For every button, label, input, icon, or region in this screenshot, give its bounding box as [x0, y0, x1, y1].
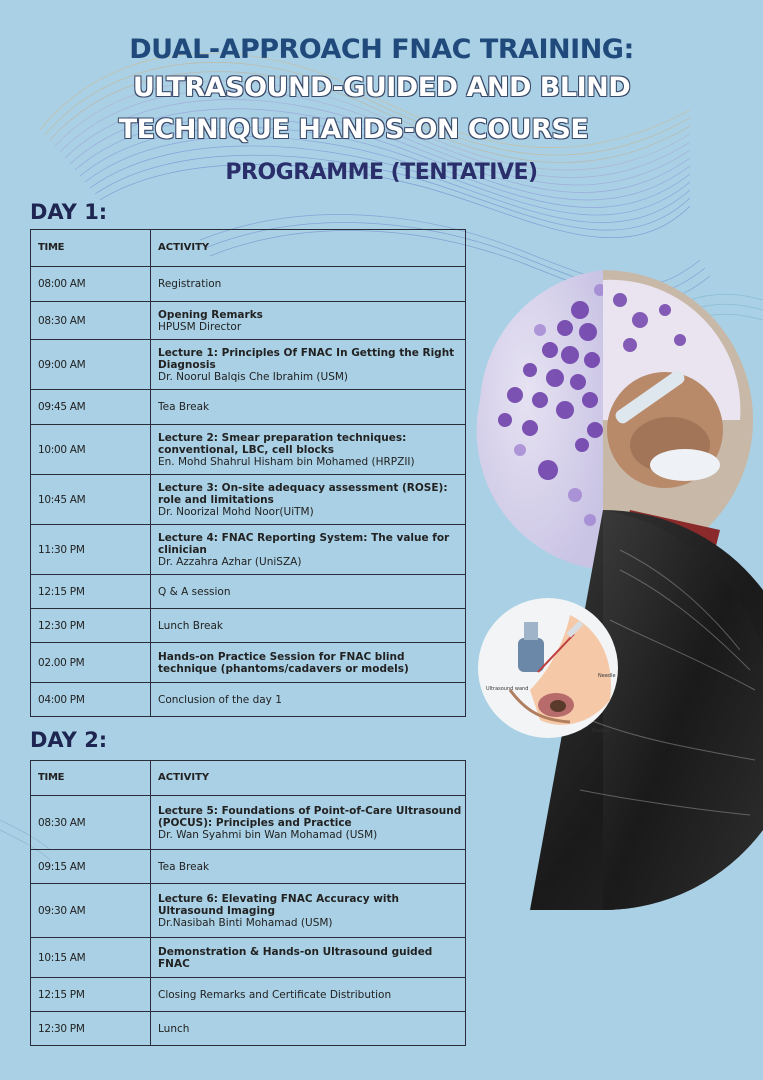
activity-text: Conclusion of the day 1	[158, 693, 282, 706]
day1-heading: DAY 1:	[30, 200, 108, 224]
activity-title: Lecture 5: Foundations of Point-of-Care Ultrasound (POCUS): Principles and Practice	[158, 804, 462, 829]
activity-title: Lecture 6: Elevating FNAC Accuracy with Ultrasound Imaging	[158, 892, 400, 917]
col-time-header: TIME	[31, 761, 151, 796]
activity-text: Tea Break	[158, 860, 210, 873]
title-line-1: DUAL-APPROACH FNAC TRAINING:	[129, 34, 634, 65]
row-activity	[151, 643, 466, 683]
table-header-row	[31, 230, 466, 267]
activity-title: Lecture 4: FNAC Reporting System: The value for clinician	[158, 531, 450, 556]
row-time: 11:30 PM	[31, 525, 151, 575]
row-time: 12:30 PM	[31, 1012, 151, 1046]
row-activity	[151, 884, 466, 938]
row-time: 09:00 AM	[31, 340, 151, 390]
row-time: 10:45 AM	[31, 475, 151, 525]
row-activity	[151, 340, 466, 390]
row-activity	[151, 267, 466, 302]
col-time-header: TIME	[31, 230, 151, 267]
row-activity	[151, 1012, 466, 1046]
row-time: 08:30 AM	[31, 302, 151, 340]
row-activity	[151, 575, 466, 609]
label-ultrasound-wand: Ultrasound wand	[486, 686, 529, 692]
label-needle: Needle	[598, 673, 616, 679]
row-time: 09:45 AM	[31, 390, 151, 425]
day2-heading: DAY 2:	[30, 728, 108, 752]
table-row	[31, 683, 466, 717]
activity-title: Opening Remarks	[158, 308, 263, 321]
activity-title: Lecture 3: On-site adequacy assessment (ROSE): role and limitations	[158, 481, 448, 506]
activity-text: HPUSM Director	[158, 320, 242, 333]
activity-text: Lunch	[158, 1022, 190, 1035]
row-time: 12:15 PM	[31, 575, 151, 609]
activity-text: Tea Break	[158, 401, 210, 413]
day1-schedule-table	[30, 229, 466, 717]
title-line-3: TECHNIQUE HANDS-ON COURSE	[118, 114, 589, 145]
row-activity	[151, 302, 466, 340]
title-line-2: ULTRASOUND-GUIDED AND BLIND	[132, 72, 631, 103]
row-activity	[151, 683, 466, 717]
table-row	[31, 267, 466, 302]
table-row	[31, 850, 466, 884]
row-activity	[151, 609, 466, 643]
table-row	[31, 525, 466, 575]
table-row	[31, 302, 466, 340]
table-row	[31, 978, 466, 1012]
activity-text: Dr. Noorizal Mohd Noor(UiTM)	[158, 505, 314, 518]
day2-schedule-table	[30, 760, 466, 1046]
row-time: 09:30 AM	[31, 884, 151, 938]
row-activity	[151, 390, 466, 425]
table-row	[31, 938, 466, 978]
table-row	[31, 1012, 466, 1046]
medical-image-collage	[470, 270, 763, 910]
table-row	[31, 643, 466, 683]
activity-text: En. Mohd Shahrul Hisham bin Mohamed (HRPZII)	[158, 455, 415, 468]
activity-title: Hands-on Practice Session for FNAC blind technique (phantoms/cadavers or models)	[158, 650, 409, 675]
row-activity	[151, 978, 466, 1012]
ultrasound-guided-fnac-illustration	[478, 598, 618, 738]
table-row	[31, 884, 466, 938]
row-activity	[151, 475, 466, 525]
row-activity	[151, 425, 466, 475]
activity-title: Lecture 1: Principles Of FNAC In Getting the Right Diagnosis	[158, 346, 455, 371]
row-time: 02.00 PM	[31, 643, 151, 683]
row-activity	[151, 796, 466, 850]
table-row	[31, 425, 466, 475]
row-time: 12:30 PM	[31, 609, 151, 643]
table-row	[31, 340, 466, 390]
table-row	[31, 609, 466, 643]
row-time: 10:00 AM	[31, 425, 151, 475]
row-time: 08:30 AM	[31, 796, 151, 850]
table-row	[31, 575, 466, 609]
table-row	[31, 796, 466, 850]
activity-text: Dr. Noorul Balqis Che Ibrahim (USM)	[158, 370, 349, 383]
row-activity	[151, 850, 466, 884]
activity-text: Q & A session	[158, 585, 231, 598]
table-row	[31, 475, 466, 525]
table-row	[31, 390, 466, 425]
label-nodule: Nodule	[592, 728, 610, 734]
row-time: 09:15 AM	[31, 850, 151, 884]
activity-text: Dr. Wan Syahmi bin Wan Mohamad (USM)	[158, 828, 378, 841]
row-activity	[151, 938, 466, 978]
cytology-smear-image	[477, 270, 606, 570]
activity-text: Registration	[158, 278, 222, 290]
row-time: 10:15 AM	[31, 938, 151, 978]
activity-text: Closing Remarks and Certificate Distribution	[158, 988, 392, 1001]
row-time: 12:15 PM	[31, 978, 151, 1012]
activity-text: Dr.Nasibah Binti Mohamad (USM)	[158, 916, 333, 929]
activity-title: Demonstration & Hands-on Ultrasound guided FNAC	[158, 945, 433, 970]
row-time: 08:00 AM	[31, 267, 151, 302]
row-activity	[151, 525, 466, 575]
col-activity-header: ACTIVITY	[151, 230, 466, 267]
col-activity-header: ACTIVITY	[151, 761, 466, 796]
table-header-row	[31, 761, 466, 796]
programme-subtitle: PROGRAMME (TENTATIVE)	[225, 160, 538, 185]
activity-text: Lunch Break	[158, 619, 224, 632]
activity-text: Dr. Azzahra Azhar (UniSZA)	[158, 555, 302, 568]
row-time: 04:00 PM	[31, 683, 151, 717]
activity-title: Lecture 2: Smear preparation techniques: conventional, LBC, cell blocks	[158, 431, 407, 456]
